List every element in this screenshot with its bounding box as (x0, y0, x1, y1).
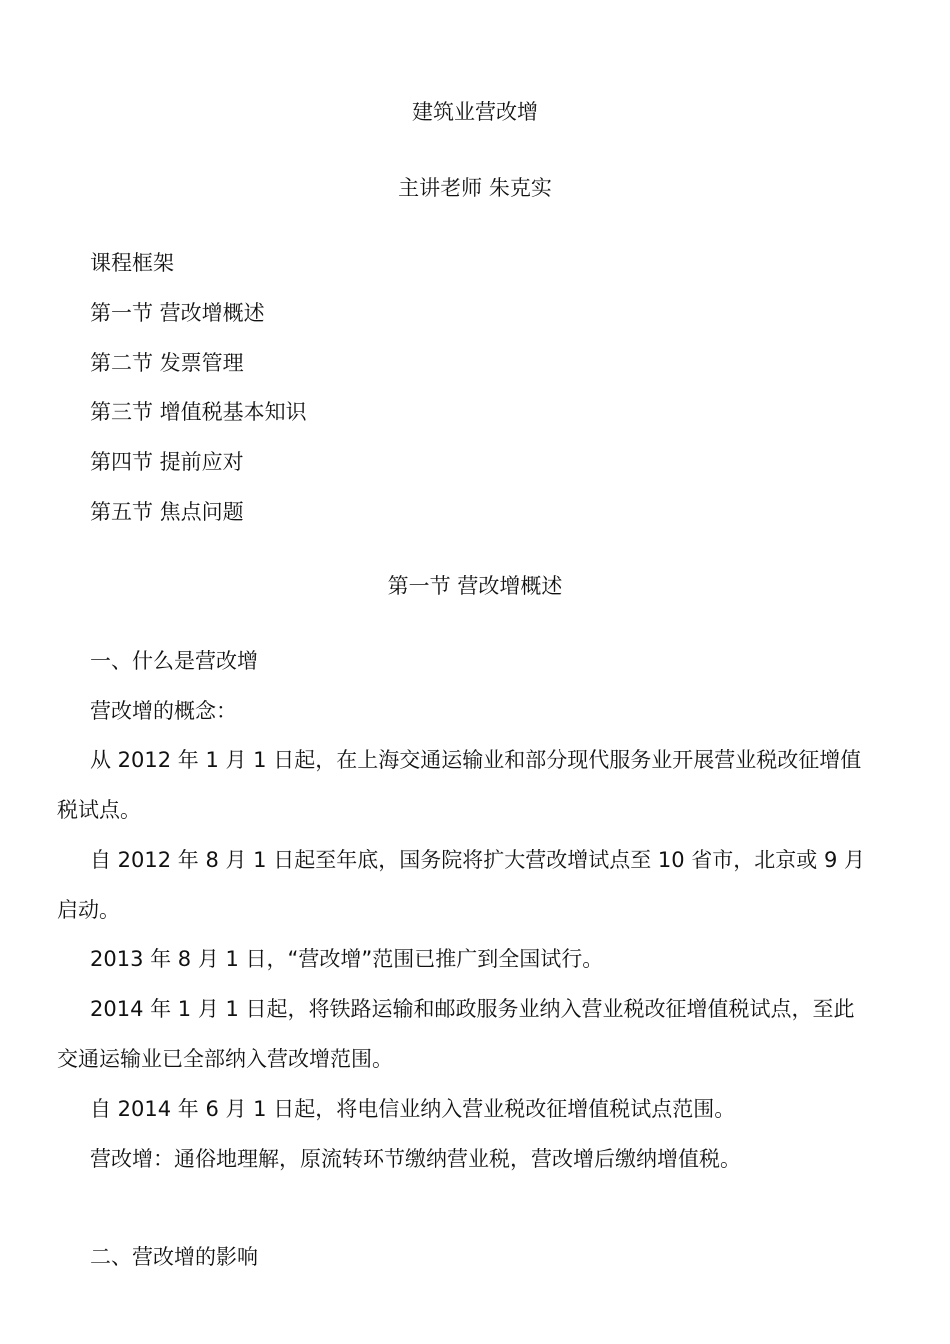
paragraph-line: 交通运输业已全部纳入营改增范围。 (57, 1047, 393, 1071)
paragraph-line: 自 2012 年 8 月 1 日起至年底，国务院将扩大营改增试点至 10 省市，北京或 9 月 (90, 848, 865, 872)
paragraph-line: 2014 年 1 月 1 日起，将铁路运输和邮政服务业纳入营业税改征增值税试点，至此 (90, 997, 855, 1021)
paragraph-line: 自 2014 年 6 月 1 日起，将电信业纳入营业税改征增值税试点范围。 (90, 1097, 736, 1121)
subsection-heading: 二、营改增的影响 (90, 1245, 258, 1269)
paragraph-line: 税试点。 (57, 798, 141, 822)
toc-item: 第五节 焦点问题 (90, 500, 244, 524)
toc-heading: 课程框架 (90, 251, 174, 275)
toc-item: 第一节 营改增概述 (90, 301, 265, 325)
section-title: 第一节 营改增概述 (387, 574, 563, 598)
paragraph-line: 启动。 (57, 898, 120, 922)
lecturer-line: 主讲老师 朱克实 (398, 176, 552, 200)
document-title: 建筑业营改增 (412, 100, 538, 124)
subsection-heading: 一、什么是营改增 (90, 649, 258, 673)
paragraph-line: 从 2012 年 1 月 1 日起，在上海交通运输业和部分现代服务业开展营业税改征增值 (90, 748, 862, 772)
paragraph-line: 2013 年 8 月 1 日，“营改增”范围已推广到全国试行。 (90, 947, 604, 971)
concept-label: 营改增的概念： (90, 699, 237, 723)
paragraph-line: 营改增：通俗地理解，原流转环节缴纳营业税，营改增后缴纳增值税。 (90, 1147, 741, 1171)
toc-item: 第三节 增值税基本知识 (90, 400, 307, 424)
toc-item: 第四节 提前应对 (90, 450, 244, 474)
toc-item: 第二节 发票管理 (90, 351, 244, 375)
